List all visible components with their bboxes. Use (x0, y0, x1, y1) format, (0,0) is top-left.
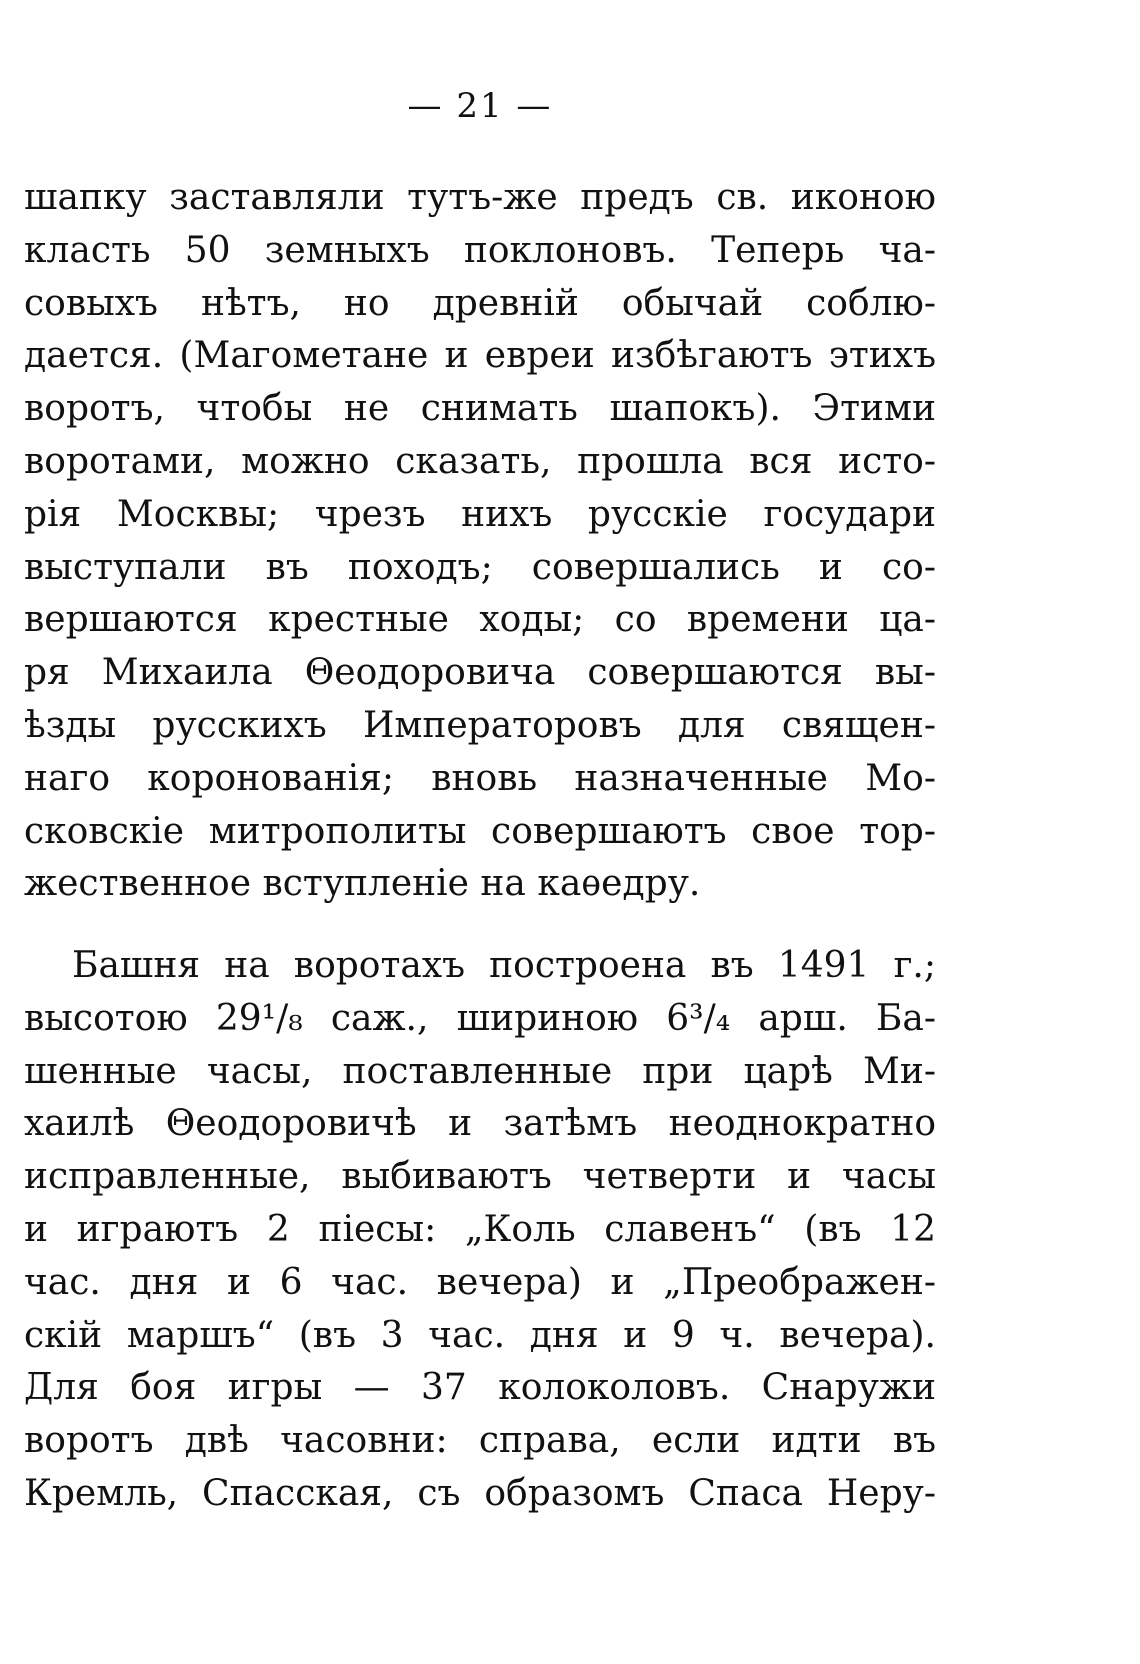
text-line: совыхъ нѣтъ, но древній обычай соблю- (24, 282, 936, 324)
text-line: жественное вступленіе на каѳедру. (24, 863, 701, 905)
text-line: воротъ, чтобы не снимать шапокъ). Этими (24, 388, 936, 430)
text-line: высотою 29¹/₈ саж., шириною 6³/₄ арш. Ба- (24, 997, 936, 1039)
text-line: рія Москвы; чрезъ нихъ русскіе государи (24, 493, 936, 535)
text-line: наго коронованія; вновь назначенные Мо- (24, 757, 936, 799)
text-line: выступали въ походъ; совершались и со- (24, 546, 936, 588)
text-line: дается. (Магометане и евреи избѣгаютъ этихъ (24, 335, 936, 377)
text-line: класть 50 земныхъ поклоновъ. Теперь ча- (24, 229, 936, 271)
text-line: воротами, можно сказать, прошла вся исто- (24, 440, 936, 482)
text-line: Башня на воротахъ построена въ 1491 г.; (72, 945, 936, 986)
text-line: вершаются крестные ходы; со времени ца- (24, 599, 936, 641)
paragraph-2 (24, 940, 936, 1521)
page-number: — 21 — (407, 86, 553, 126)
text-line: ря Михаила Θеодоровича совершаются вы- (24, 652, 936, 694)
text-line: скій маршъ“ (въ 3 час. дня и 9 ч. вечера). (24, 1314, 936, 1356)
text-line: Для боя игры — 37 колоколовъ. Снаружи (24, 1367, 936, 1409)
text-line: час. дня и 6 час. вечера) и „Преображен- (24, 1261, 936, 1303)
text-line: хаилѣ Θеодоровичѣ и затѣмъ неоднократно (24, 1103, 936, 1145)
text-line: и играютъ 2 піесы: „Коль славенъ“ (въ 12 (24, 1208, 936, 1250)
text-line: шенные часы, поставленные при царѣ Ми- (24, 1050, 936, 1092)
text-line: исправленные, выбиваютъ четверти и часы (24, 1156, 936, 1198)
text-line: ѣзды русскихъ Императоровъ для священ- (24, 704, 936, 746)
text-line: шапку заставляли тутъ-же предъ св. иконою (24, 177, 936, 218)
text-line: воротъ двѣ часовни: справа, если идти въ (24, 1420, 936, 1462)
text-line: Кремль, Спасская, съ образомъ Спаса Неру- (24, 1472, 936, 1514)
paragraph-1 (24, 172, 936, 911)
text-line: сковскіе митрополиты совершаютъ свое тор- (24, 810, 936, 852)
